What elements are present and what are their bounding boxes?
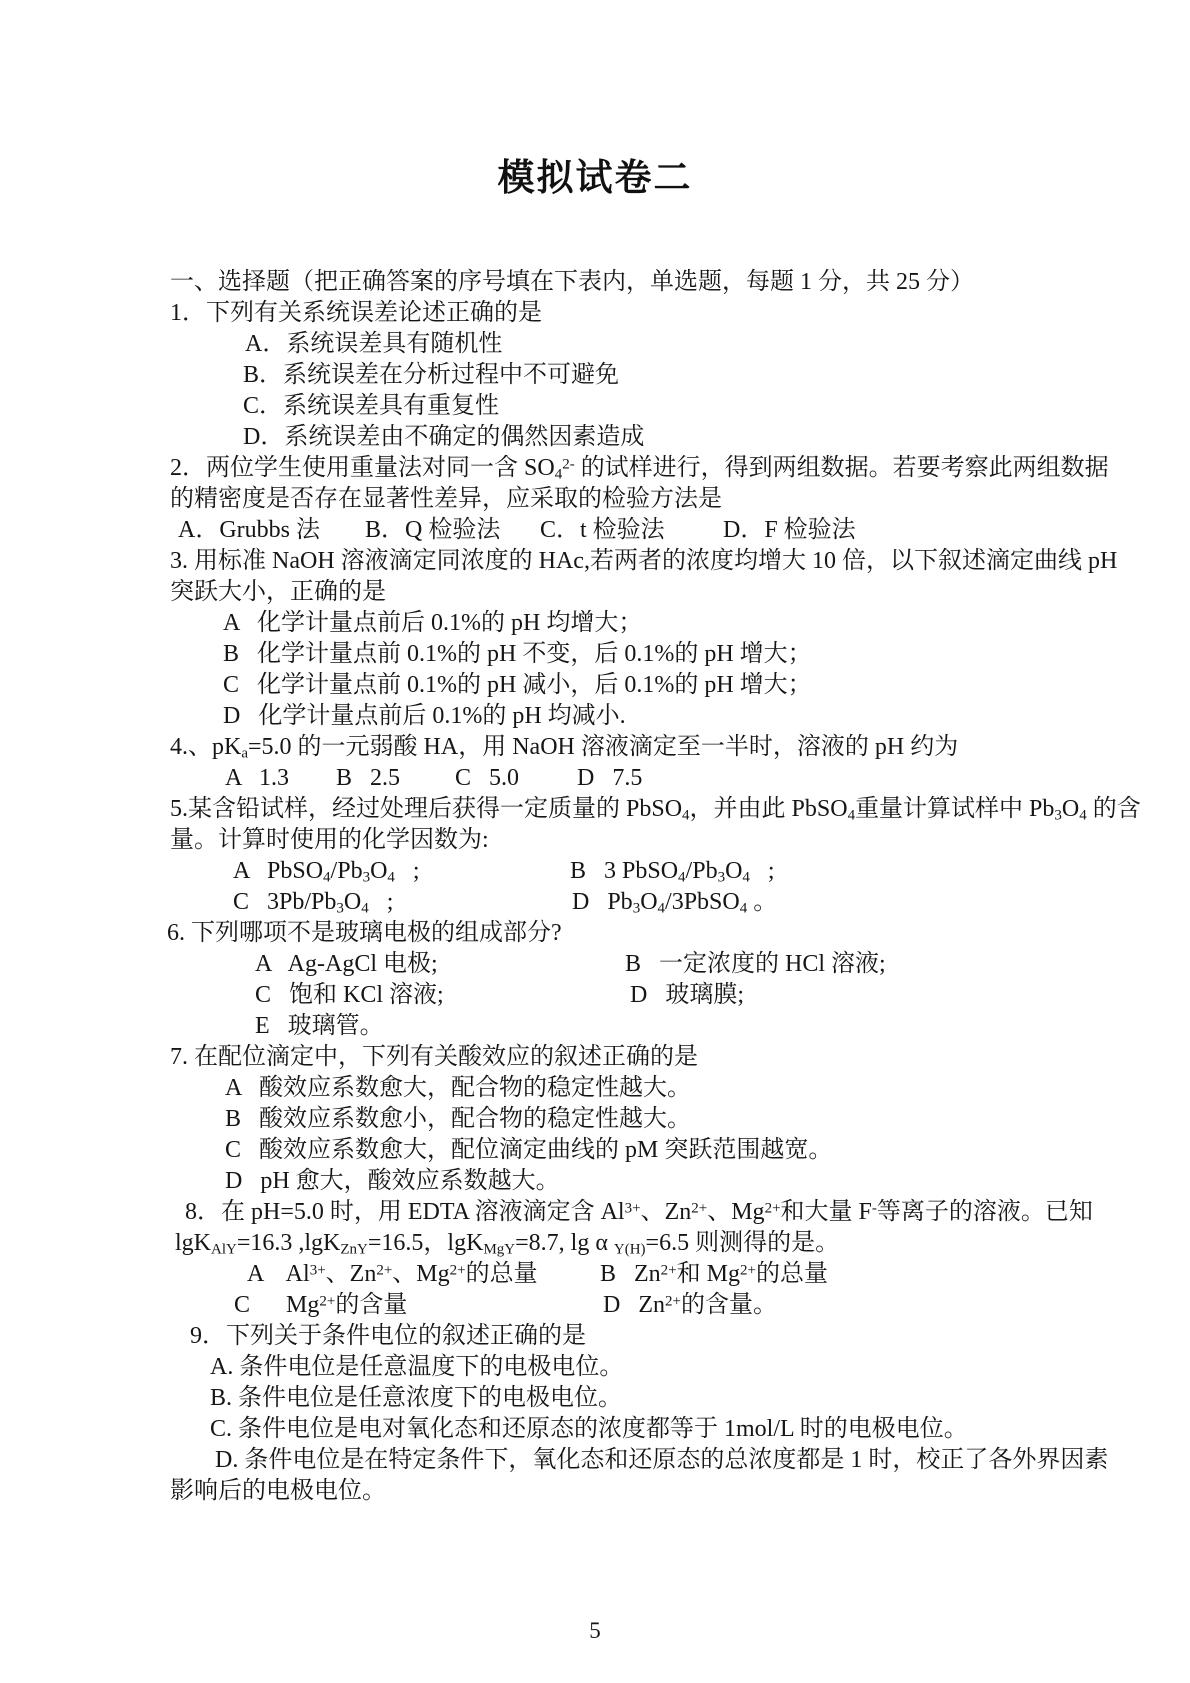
text-line <box>0 639 1190 670</box>
text-chunk: 6. 下列哪项不是玻璃电极的组成部分? <box>167 920 562 946</box>
text-chunk: B．Q 检验法 <box>365 517 501 543</box>
text-line <box>0 1445 1190 1476</box>
text-chunk: B 一定浓度的 HCl 溶液; <box>625 951 886 977</box>
page-number: 5 <box>589 1618 601 1643</box>
text-line <box>0 1104 1190 1135</box>
text-chunk: C 酸效应系数愈大，配位滴定曲线的 pM 突跃范围越宽。 <box>225 1137 833 1163</box>
text-chunk: C．系统误差具有重复性 <box>243 393 500 419</box>
text-chunk: C 5.0 <box>455 765 520 791</box>
text-line <box>0 329 1190 360</box>
text-chunk: C. 条件电位是电对氧化态和还原态的浓度都等于 1mol/L 时的电极电位。 <box>210 1416 968 1442</box>
text-chunk: lgK$_{AlY}$=16.3 ,lgK$_{ZnY}$=16.5，lgK$_{MgY}$=8.7, lg α $_{Y(H)}$=6.5 则测得的是。 <box>175 1230 840 1258</box>
text-chunk: B．系统误差在分析过程中不可避免 <box>243 362 620 388</box>
page-title: 模拟试卷二 <box>497 158 693 199</box>
text-line <box>0 484 1190 515</box>
text-line <box>0 949 1190 980</box>
text-line <box>0 1011 1190 1042</box>
text-line <box>0 763 1190 794</box>
text-chunk: B 2.5 <box>336 765 401 791</box>
text-chunk: A $PbSO_4/Pb_3O_4$ ; <box>233 858 420 886</box>
text-line <box>0 918 1190 949</box>
text-line <box>0 1321 1190 1352</box>
text-line <box>0 546 1190 577</box>
text-line <box>0 298 1190 329</box>
text-chunk: C．t 检验法 <box>540 517 665 543</box>
text-chunk: 7. 在配位滴定中，下列有关酸效应的叙述正确的是 <box>170 1044 698 1070</box>
text-chunk: B. 条件电位是任意浓度下的电极电位。 <box>210 1385 623 1411</box>
text-line <box>0 267 1190 298</box>
text-line <box>0 1352 1190 1383</box>
text-chunk: D $Zn^{2+}$的含量。 <box>603 1292 777 1318</box>
text-chunk: D $Pb_3O_4/3PbSO_4$ 。 <box>572 889 778 917</box>
text-chunk: A Ag-AgCl 电极; <box>255 951 438 977</box>
text-chunk: 8．在 pH=5.0 时，用 EDTA 溶液滴定含 $Al^{3+}$、$Zn^{2+}$、$Mg^{2+}$和大量 F-等离子的溶液。已知 <box>185 1199 1093 1225</box>
text-line <box>0 670 1190 701</box>
text-line <box>0 1259 1190 1290</box>
text-chunk: D．F 检验法 <box>723 517 856 543</box>
text-chunk: E 玻璃管。 <box>255 1013 384 1039</box>
text-chunk: D 7.5 <box>577 765 643 791</box>
text-chunk: A．Grubbs 法 <box>178 517 320 543</box>
text-line <box>0 391 1190 422</box>
text-line <box>0 980 1190 1011</box>
text-chunk: 5.某含铅试样，经过处理后获得一定质量的 PbSO$_4$，并由此 PbSO$_4$重量计算试样中 $Pb_3O_4$ 的含 <box>170 796 1141 824</box>
text-chunk: A 化学计量点前后 0.1%的 pH 均增大； <box>223 610 643 636</box>
document-body <box>0 267 1190 1507</box>
text-line <box>0 887 1190 918</box>
text-chunk: 4.、$pK_a=5.0$ 的一元弱酸 HA，用 NaOH 溶液滴定至一半时，溶液的 pH 约为 <box>170 734 959 762</box>
text-line <box>0 1042 1190 1073</box>
text-chunk: 2．两位学生使用重量法对同一含 $SO_4^{2-}$ 的试样进行，得到两组数据。若要考察此两组数据 <box>170 455 1109 483</box>
text-chunk: 一、选择题（把正确答案的序号填在下表内，单选题，每题 1 分，共 25 分） <box>170 269 974 295</box>
text-chunk: B 化学计量点前 0.1%的 pH 不变，后 0.1%的 pH 增大； <box>223 641 812 667</box>
text-line <box>0 794 1190 825</box>
text-line <box>0 856 1190 887</box>
text-chunk: C $3Pb/Pb_3O_4$ ; <box>233 889 394 917</box>
text-chunk: A 1.3 <box>225 765 290 791</box>
text-line <box>0 1166 1190 1197</box>
text-line <box>0 453 1190 484</box>
text-chunk: 量。计算时使用的化学因数为: <box>170 827 489 853</box>
text-chunk: C 化学计量点前 0.1%的 pH 减小，后 0.1%的 pH 增大； <box>223 672 812 698</box>
text-chunk: B 3 $PbSO_4/Pb_3O_4$ ; <box>570 858 775 886</box>
text-line <box>0 422 1190 453</box>
text-line <box>0 1476 1190 1507</box>
text-chunk: D 化学计量点前后 0.1%的 pH 均减小. <box>223 703 626 729</box>
text-chunk: A．系统误差具有随机性 <box>245 331 503 357</box>
text-chunk: B $Zn^{2+}$和 $Mg^{2+}$的总量 <box>600 1261 828 1287</box>
text-line <box>0 1228 1190 1259</box>
text-chunk: B 酸效应系数愈小，配合物的稳定性越大。 <box>225 1106 692 1132</box>
text-chunk: D 玻璃膜; <box>630 982 744 1008</box>
text-chunk: A 酸效应系数愈大，配合物的稳定性越大。 <box>225 1075 692 1101</box>
text-line <box>0 732 1190 763</box>
text-line <box>0 577 1190 608</box>
text-chunk: C $Mg^{2+}$的含量 <box>234 1292 408 1318</box>
text-chunk: 突跃大小，正确的是 <box>170 579 386 605</box>
text-line <box>0 515 1190 546</box>
text-line <box>0 608 1190 639</box>
text-line <box>0 1073 1190 1104</box>
text-chunk: D. 条件电位是在特定条件下，氧化态和还原态的总浓度都是 1 时，校正了各外界因素 <box>215 1447 1109 1473</box>
text-chunk: 3. 用标准 NaOH 溶液滴定同浓度的 HAc,若两者的浓度均增大 10 倍，以下叙述滴定曲线 pH <box>170 548 1118 574</box>
text-line <box>0 825 1190 856</box>
text-chunk: A $Al^{3+}$、$Zn^{2+}$、$Mg^{2+}$的总量 <box>247 1261 538 1287</box>
text-chunk: C 饱和 KCl 溶液; <box>255 982 444 1008</box>
text-line <box>0 1414 1190 1445</box>
text-line <box>0 701 1190 732</box>
text-chunk: D pH 愈大，酸效应系数越大。 <box>225 1168 560 1194</box>
text-chunk: A. 条件电位是任意温度下的电极电位。 <box>210 1354 624 1380</box>
text-line <box>0 1383 1190 1414</box>
text-chunk: 9．下列关于条件电位的叙述正确的是 <box>190 1323 586 1349</box>
text-chunk: 影响后的电极电位。 <box>170 1478 386 1504</box>
text-chunk: 1．下列有关系统误差论述正确的是 <box>170 300 542 326</box>
text-line <box>0 1135 1190 1166</box>
text-line <box>0 1290 1190 1321</box>
text-line <box>0 1197 1190 1228</box>
text-chunk: D．系统误差由不确定的偶然因素造成 <box>243 424 645 450</box>
text-line <box>0 360 1190 391</box>
text-chunk: 的精密度是否存在显著性差异，应采取的检验方法是 <box>170 486 722 512</box>
